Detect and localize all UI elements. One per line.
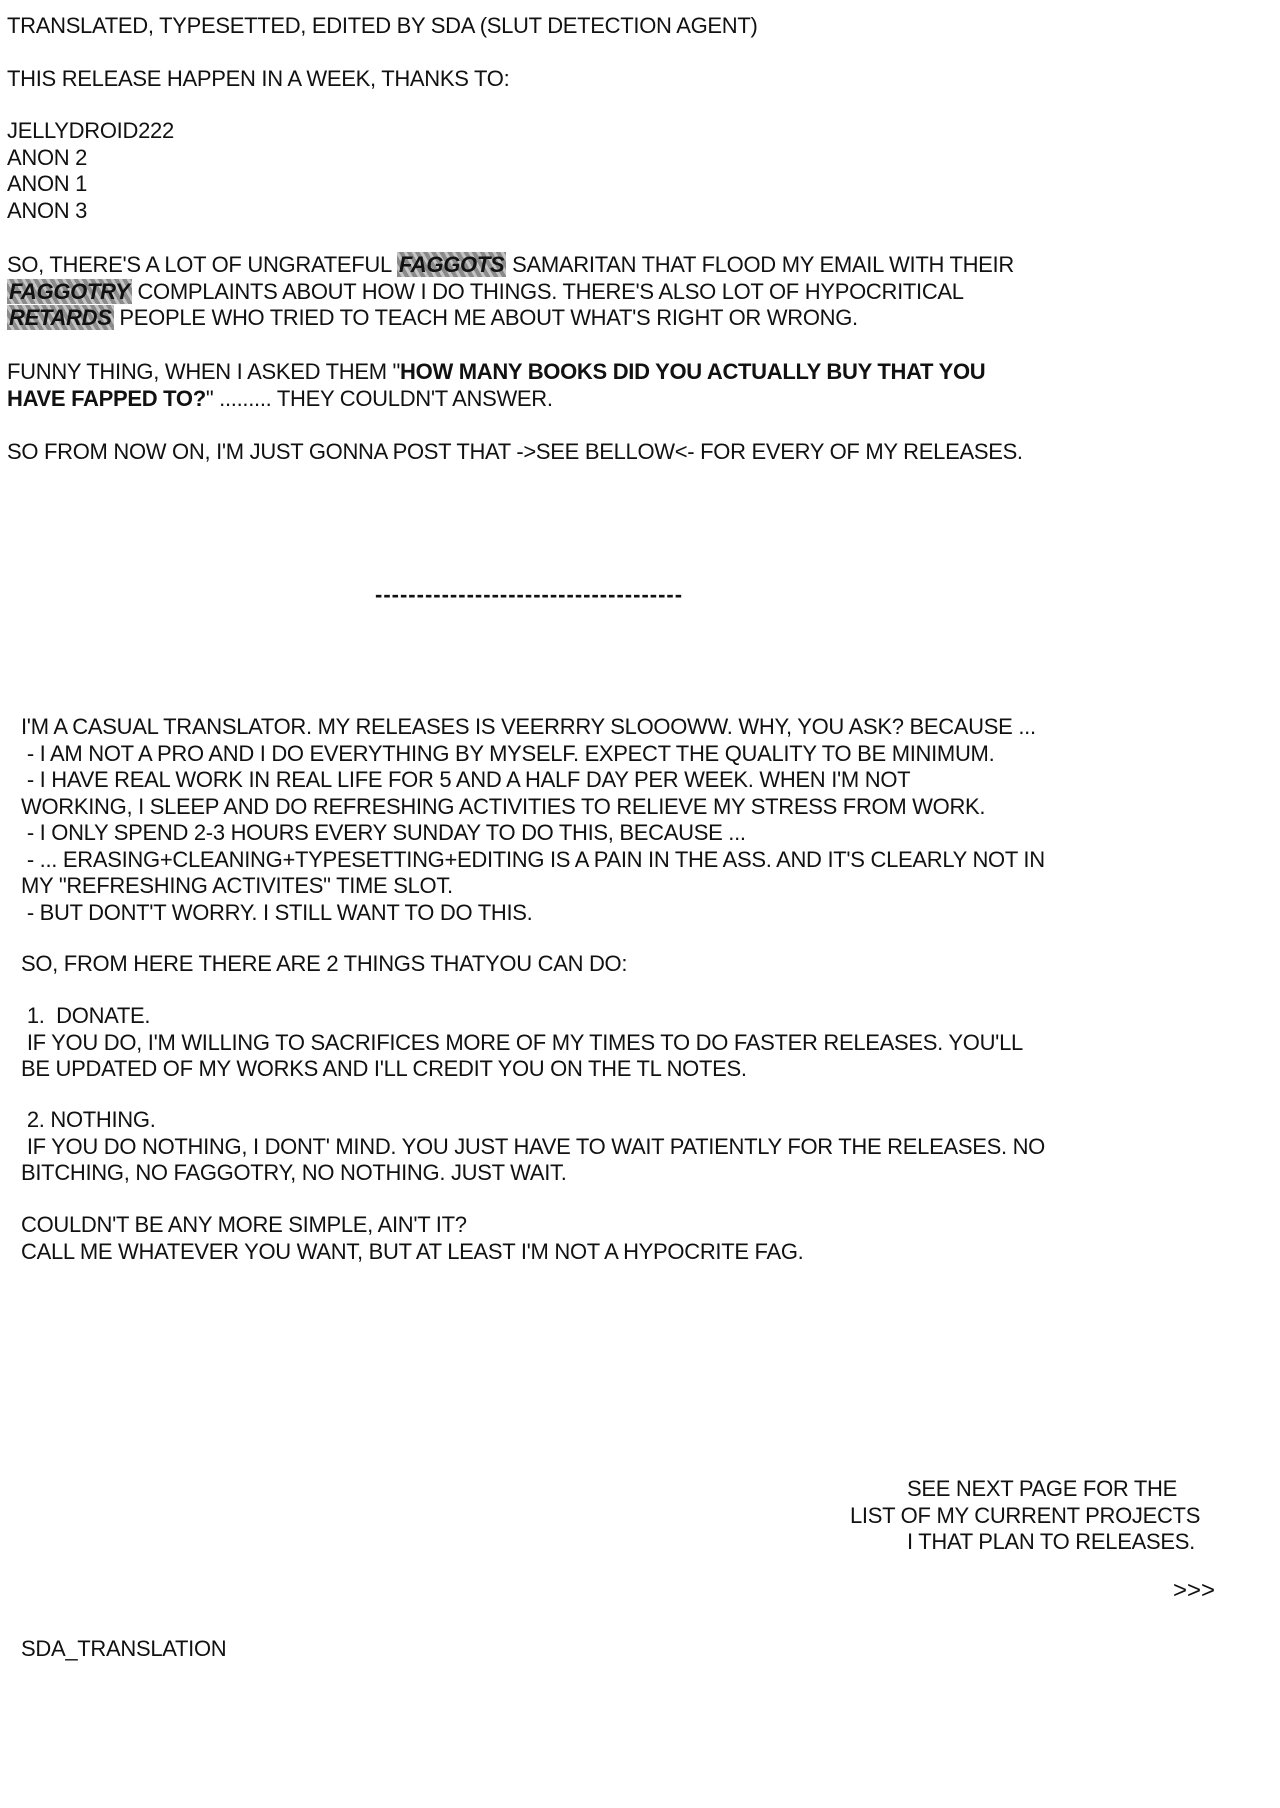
thanks-line: THIS RELEASE HAPPEN IN A WEEK, THANKS TO: <box>7 66 510 91</box>
notice-line: - I ONLY SPEND 2-3 HOURS EVERY SUNDAY TO DO THIS, BECAUSE ... <box>21 820 746 845</box>
censored-word: FAGGOTS <box>398 252 505 277</box>
thanks-block <box>0 66 1280 93</box>
option-line: IF YOU DO, I'M WILLING TO SACRIFICES MORE OF MY TIMES TO DO FASTER RELEASES. YOU'LL <box>21 1029 1023 1055</box>
donor-item: ANON 1 <box>7 171 88 196</box>
text-line <box>7 252 1269 279</box>
notice-line: I'M A CASUAL TRANSLATOR. MY RELEASES IS VEERRRY SLOOOWW. WHY, YOU ASK? BECAUSE ... <box>21 714 1036 739</box>
option-line: BE UPDATED OF MY WORKS AND I'LL CREDIT YOU ON THE TL NOTES. <box>21 1056 747 1081</box>
option-line: 1. DONATE. <box>21 1003 151 1028</box>
rant-paragraph <box>0 252 1280 332</box>
text-line <box>7 386 1269 413</box>
notice-line: - ... ERASING+CLEANING+TYPESETTING+EDITING IS A PAIN IN THE ASS. AND IT'S CLEARLY NOT IN <box>21 846 1045 872</box>
censored-word: RETARDS <box>9 305 112 330</box>
text-line <box>7 279 1269 306</box>
next-page-line: SEE NEXT PAGE FOR THE <box>907 1476 1177 1501</box>
signature <box>0 1636 1280 1663</box>
text-segment: PEOPLE WHO TRIED TO TEACH ME ABOUT WHAT'S RIGHT OR WRONG. <box>113 305 858 330</box>
emphasized-text: HAVE FAPPED TO? <box>7 385 206 411</box>
notice-line: - I HAVE REAL WORK IN REAL LIFE FOR 5 AND A HALF DAY PER WEEK. WHEN I'M NOT <box>21 767 911 792</box>
notice-line: - BUT DONT'T WORRY. I STILL WANT TO DO THIS. <box>21 899 533 925</box>
text-line <box>7 359 1269 386</box>
credits-title: TRANSLATED, TYPESETTED, EDITED BY SDA (SLUT DETECTION AGENT) <box>7 13 758 38</box>
options-intro <box>0 951 1280 978</box>
conclusion-block <box>0 439 1280 466</box>
credits-block <box>0 13 1280 40</box>
signature-text: SDA_TRANSLATION <box>21 1636 227 1661</box>
text-segment: COMPLAINTS ABOUT HOW I DO THINGS. THERE'S ALSO LOT OF HYPOCRITICAL <box>131 278 964 304</box>
closing-line: CALL ME WHATEVER YOU WANT, BUT AT LEAST I'M NOT A HYPOCRITE FAG. <box>21 1238 804 1264</box>
notice-line: MY "REFRESHING ACTIVITES" TIME SLOT. <box>21 873 453 898</box>
options-intro-line: SO, FROM HERE THERE ARE 2 THINGS THATYOU CAN DO: <box>21 951 628 976</box>
closing-line: COULDN'T BE ANY MORE SIMPLE, AIN'T IT? <box>21 1212 467 1237</box>
option-donate <box>0 1003 1280 1083</box>
emphasized-text: HOW MANY BOOKS DID YOU ACTUALLY BUY THAT YOU <box>400 359 986 384</box>
text-segment: SO, THERE'S A LOT OF UNGRATEFUL <box>7 252 397 277</box>
section-divider: ------------------------------------- <box>375 582 684 607</box>
donor-item: JELLYDROID222 <box>7 118 174 143</box>
donor-list <box>0 118 1280 224</box>
closing-block <box>0 1212 1280 1265</box>
option-nothing <box>0 1107 1280 1187</box>
option-line: IF YOU DO NOTHING, I DONT' MIND. YOU JUST HAVE TO WAIT PATIENTLY FOR THE RELEASES. NO <box>21 1133 1045 1159</box>
question-paragraph <box>0 359 1280 412</box>
text-segment: SAMARITAN THAT FLOOD MY EMAIL WITH THEIR <box>506 252 1014 277</box>
notice-intro <box>0 714 1280 926</box>
page-content <box>0 13 1280 1663</box>
notice-line: WORKING, I SLEEP AND DO REFRESHING ACTIVITIES TO RELIEVE MY STRESS FROM WORK. <box>21 793 986 819</box>
next-page-note <box>0 1476 1280 1556</box>
text-segment: FUNNY THING, WHEN I ASKED THEM " <box>7 359 401 384</box>
text-segment: " ......... THEY COULDN'T ANSWER. <box>205 385 553 411</box>
next-page-arrows: >>> <box>1173 1577 1216 1604</box>
censored-word: FAGGOTRY <box>9 278 130 304</box>
notice-line: - I AM NOT A PRO AND I DO EVERYTHING BY MYSELF. EXPECT THE QUALITY TO BE MINIMUM. <box>21 740 995 766</box>
next-page-line: LIST OF MY CURRENT PROJECTS <box>850 1502 1201 1528</box>
donor-item: ANON 2 <box>7 144 88 170</box>
text-line <box>7 305 1269 332</box>
option-line: BITCHING, NO FAGGOTRY, NO NOTHING. JUST WAIT. <box>21 1160 567 1185</box>
option-line: 2. NOTHING. <box>21 1107 156 1132</box>
donor-item: ANON 3 <box>7 197 88 223</box>
next-page-line: I THAT PLAN TO RELEASES. <box>907 1529 1195 1554</box>
conclusion-line: SO FROM NOW ON, I'M JUST GONNA POST THAT ->SEE BELLOW<- FOR EVERY OF MY RELEASES. <box>7 439 1023 464</box>
